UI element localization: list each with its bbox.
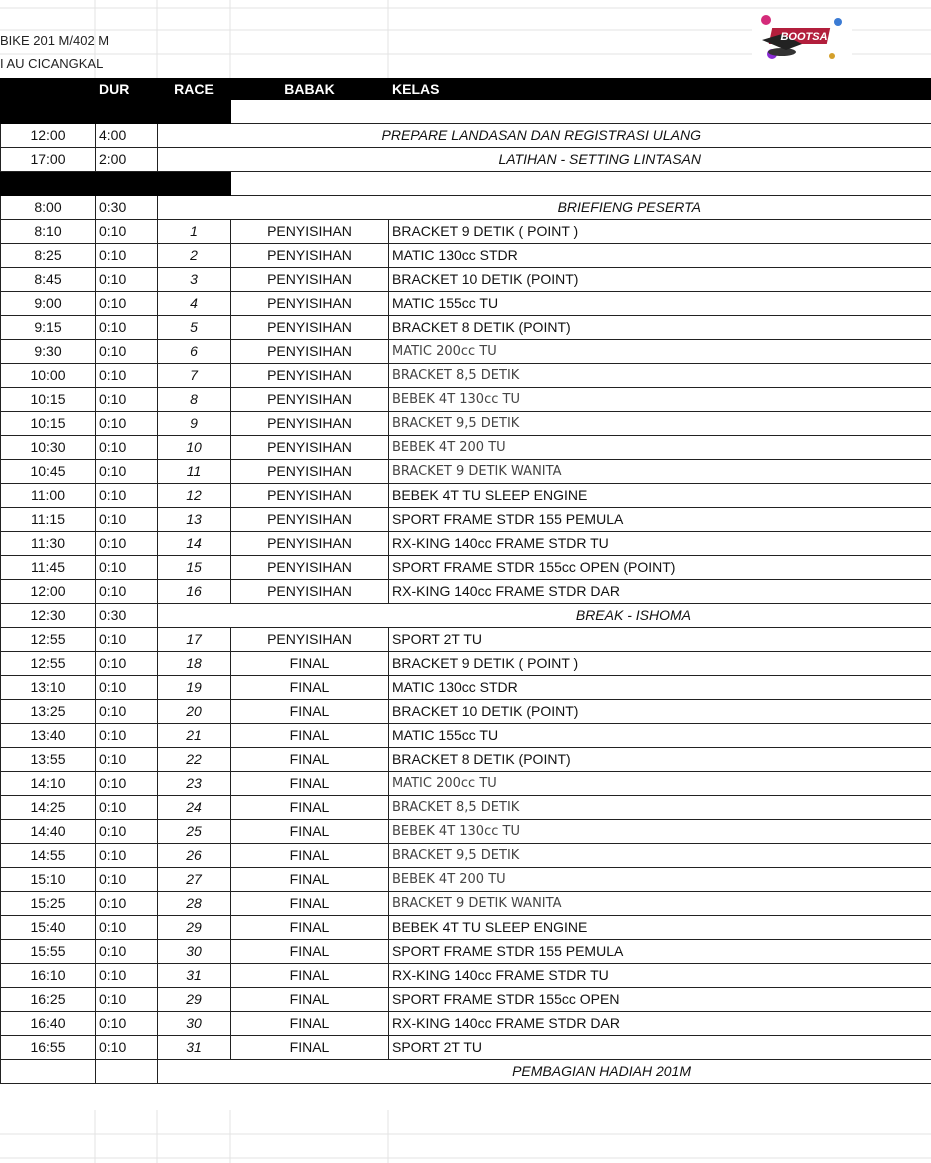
footer-row [1,1060,931,1084]
bootsa-logo [752,10,852,64]
race-row [1,508,931,532]
time-cell: 12:00 [1,124,96,148]
time-cell: 13:40 [1,724,96,748]
time-cell: 9:00 [1,292,96,316]
race-row [1,412,931,436]
time-cell: 13:55 [1,748,96,772]
time-cell: 12:55 [1,628,96,652]
kelas-cell: SPORT FRAME STDR 155 PEMULA [389,940,931,964]
race-number-cell: 7 [158,364,231,388]
babak-cell: FINAL [231,844,389,868]
time-cell [1,1060,96,1084]
dur-cell: 0:10 [96,964,158,988]
time-cell: 9:30 [1,340,96,364]
babak-cell: PENYISIHAN [231,340,389,364]
babak-cell: FINAL [231,700,389,724]
race-number-cell: 29 [158,988,231,1012]
time-cell: 15:10 [1,868,96,892]
kelas-cell: SPORT FRAME STDR 155cc OPEN (POINT) [389,556,931,580]
race-number-cell: 26 [158,844,231,868]
time-cell: 15:55 [1,940,96,964]
dur-cell: 0:10 [96,988,158,1012]
race-row [1,292,931,316]
race-number-cell: 28 [158,892,231,916]
babak-cell: PENYISIHAN [231,364,389,388]
babak-cell: PENYISIHAN [231,628,389,652]
race-number-cell: 4 [158,292,231,316]
dur-cell: 0:10 [96,868,158,892]
dur-cell: 0:10 [96,556,158,580]
dur-cell: 0:30 [96,196,158,220]
race-number-cell: 1 [158,220,231,244]
dur-cell: 0:10 [96,724,158,748]
race-schedule-table [0,78,931,1084]
babak-cell: FINAL [231,988,389,1012]
time-cell: 15:40 [1,916,96,940]
time-cell: 14:25 [1,796,96,820]
kelas-cell: RX-KING 140cc FRAME STDR DAR [389,580,931,604]
race-row [1,772,931,796]
kelas-cell: BRACKET 8 DETIK (POINT) [389,748,931,772]
kelas-cell: BEBEK 4T 130cc TU [389,820,931,844]
race-number-cell: 20 [158,700,231,724]
dur-cell: 0:10 [96,1012,158,1036]
time-cell: 15:25 [1,892,96,916]
time-cell: 12:55 [1,652,96,676]
race-row [1,556,931,580]
kelas-cell: SPORT 2T TU [389,628,931,652]
time-cell: 13:10 [1,676,96,700]
dur-cell: 0:10 [96,412,158,436]
dur-cell: 0:10 [96,388,158,412]
time-cell: 16:10 [1,964,96,988]
time-cell: 11:30 [1,532,96,556]
kelas-cell: BRACKET 9,5 DETIK [389,844,931,868]
note-cell: PREPARE LANDASAN DAN REGISTRASI ULANG [158,124,931,148]
dur-cell: 0:10 [96,268,158,292]
kelas-cell: BRACKET 9 DETIK WANITA [389,892,931,916]
race-row [1,892,931,916]
race-number-cell: 6 [158,340,231,364]
race-number-cell: 29 [158,916,231,940]
time-cell: 8:10 [1,220,96,244]
dur-cell: 0:10 [96,340,158,364]
race-row [1,1036,931,1060]
dur-cell: 0:10 [96,580,158,604]
venue-title: I AU CICANGKAL [0,56,104,71]
race-row [1,652,931,676]
dur-cell: 0:10 [96,628,158,652]
race-number-cell: 17 [158,628,231,652]
race-number-cell: 11 [158,460,231,484]
race-number-cell: 31 [158,964,231,988]
babak-cell: PENYISIHAN [231,268,389,292]
race-row [1,916,931,940]
dur-cell: 0:10 [96,316,158,340]
babak-cell: PENYISIHAN [231,436,389,460]
race-number-cell: 12 [158,484,231,508]
dur-cell: 0:10 [96,940,158,964]
kelas-cell: BRACKET 9,5 DETIK [389,412,931,436]
race-number-cell: 9 [158,412,231,436]
dur-cell: 0:10 [96,436,158,460]
race-row [1,316,931,340]
race-number-cell: 21 [158,724,231,748]
break-row [1,604,931,628]
kelas-cell: BRACKET 9 DETIK ( POINT ) [389,220,931,244]
race-number-cell: 8 [158,388,231,412]
kelas-cell: BEBEK 4T TU SLEEP ENGINE [389,916,931,940]
time-cell: 11:45 [1,556,96,580]
kelas-cell: MATIC 155cc TU [389,292,931,316]
babak-cell: PENYISIHAN [231,556,389,580]
dur-cell: 0:10 [96,820,158,844]
race-row [1,820,931,844]
babak-cell: PENYISIHAN [231,532,389,556]
time-cell: 8:00 [1,196,96,220]
day1-row-prepare [1,124,931,148]
race-row [1,340,931,364]
race-row [1,628,931,652]
header-race: RACE [158,79,231,100]
race-number-cell: 23 [158,772,231,796]
kelas-cell: MATIC 130cc STDR [389,244,931,268]
race-number-cell: 5 [158,316,231,340]
time-cell: 10:00 [1,364,96,388]
kelas-cell: MATIC 155cc TU [389,724,931,748]
header-time [1,79,96,100]
dur-cell: 0:10 [96,532,158,556]
kelas-cell: SPORT FRAME STDR 155 PEMULA [389,508,931,532]
kelas-cell: BRACKET 8,5 DETIK [389,796,931,820]
dur-cell: 0:10 [96,508,158,532]
kelas-cell: MATIC 130cc STDR [389,676,931,700]
kelas-cell: BEBEK 4T 200 TU [389,868,931,892]
race-row [1,748,931,772]
babak-cell: PENYISIHAN [231,220,389,244]
time-cell: 10:45 [1,460,96,484]
dur-cell: 0:10 [96,796,158,820]
kelas-cell: SPORT FRAME STDR 155cc OPEN [389,988,931,1012]
race-row [1,460,931,484]
time-cell: 14:40 [1,820,96,844]
race-row [1,364,931,388]
time-cell: 16:55 [1,1036,96,1060]
note-cell: PEMBAGIAN HADIAH 201M [158,1060,931,1084]
race-number-cell: 18 [158,652,231,676]
race-number-cell: 30 [158,940,231,964]
babak-cell: PENYISIHAN [231,460,389,484]
kelas-cell: BRACKET 9 DETIK WANITA [389,460,931,484]
note-cell: BRIEFIENG PESERTA [158,196,931,220]
kelas-cell: MATIC 200cc TU [389,772,931,796]
race-row [1,244,931,268]
babak-cell: PENYISIHAN [231,244,389,268]
babak-cell: FINAL [231,724,389,748]
kelas-cell: BEBEK 4T TU SLEEP ENGINE [389,484,931,508]
kelas-cell: MATIC 200cc TU [389,340,931,364]
race-number-cell: 27 [158,868,231,892]
kelas-cell: BEBEK 4T 200 TU [389,436,931,460]
event-title: BIKE 201 M/402 M [0,33,110,48]
dur-cell: 0:10 [96,292,158,316]
time-cell: 17:00 [1,148,96,172]
dur-cell: 0:10 [96,916,158,940]
dur-cell [96,1060,158,1084]
babak-cell: PENYISIHAN [231,580,389,604]
kelas-cell: RX-KING 140cc FRAME STDR DAR [389,1012,931,1036]
kelas-cell: RX-KING 140cc FRAME STDR TU [389,964,931,988]
race-row [1,1012,931,1036]
dur-cell: 0:10 [96,1036,158,1060]
header-kelas: KELAS [389,79,931,100]
race-row [1,436,931,460]
babak-cell: FINAL [231,892,389,916]
dur-cell: 0:10 [96,748,158,772]
kelas-cell: BEBEK 4T 130cc TU [389,388,931,412]
time-cell: 11:00 [1,484,96,508]
race-number-cell: 13 [158,508,231,532]
race-row [1,268,931,292]
time-cell: 16:40 [1,1012,96,1036]
race-row [1,580,931,604]
race-number-cell: 24 [158,796,231,820]
babak-cell: FINAL [231,652,389,676]
dur-cell: 0:10 [96,652,158,676]
babak-cell: PENYISIHAN [231,484,389,508]
dur-cell: 0:10 [96,892,158,916]
babak-cell: FINAL [231,772,389,796]
time-cell: 11:15 [1,508,96,532]
babak-cell: FINAL [231,748,389,772]
race-number-cell: 30 [158,1012,231,1036]
race-row [1,676,931,700]
babak-cell: FINAL [231,1036,389,1060]
babak-cell: FINAL [231,916,389,940]
time-cell: 14:55 [1,844,96,868]
race-row [1,724,931,748]
race-row [1,532,931,556]
time-cell: 13:25 [1,700,96,724]
babak-cell: PENYISIHAN [231,388,389,412]
race-number-cell: 22 [158,748,231,772]
dur-cell: 0:10 [96,844,158,868]
babak-cell: PENYISIHAN [231,292,389,316]
dur-cell: 0:10 [96,772,158,796]
babak-cell: PENYISIHAN [231,412,389,436]
babak-cell: FINAL [231,676,389,700]
race-number-cell: 16 [158,580,231,604]
race-number-cell: 19 [158,676,231,700]
babak-cell: FINAL [231,940,389,964]
race-number-cell: 25 [158,820,231,844]
dur-cell: 0:10 [96,676,158,700]
time-cell: 14:10 [1,772,96,796]
kelas-cell: BRACKET 10 DETIK (POINT) [389,700,931,724]
time-cell: 12:30 [1,604,96,628]
dur-cell: 4:00 [96,124,158,148]
header-dur: DUR [96,79,158,100]
race-number-cell: 3 [158,268,231,292]
kelas-cell: BRACKET 8 DETIK (POINT) [389,316,931,340]
race-row [1,484,931,508]
kelas-cell: RX-KING 140cc FRAME STDR TU [389,532,931,556]
race-row [1,700,931,724]
time-cell: 12:00 [1,580,96,604]
header-babak: BABAK [231,79,389,100]
time-cell: 8:45 [1,268,96,292]
dur-cell: 0:10 [96,484,158,508]
briefing-row [1,196,931,220]
race-number-cell: 14 [158,532,231,556]
race-row [1,940,931,964]
note-cell: BREAK - ISHOMA [158,604,931,628]
dur-cell: 0:10 [96,700,158,724]
race-row [1,964,931,988]
race-number-cell: 2 [158,244,231,268]
day2-separator-row [1,172,931,196]
babak-cell: FINAL [231,820,389,844]
race-number-cell: 15 [158,556,231,580]
dur-cell: 0:30 [96,604,158,628]
race-row [1,796,931,820]
babak-cell: PENYISIHAN [231,508,389,532]
race-row [1,988,931,1012]
dur-cell: 0:10 [96,244,158,268]
babak-cell: FINAL [231,1012,389,1036]
dur-cell: 0:10 [96,460,158,484]
kelas-cell: BRACKET 9 DETIK ( POINT ) [389,652,931,676]
day1-separator-row [1,100,931,124]
table-header-row [1,79,931,100]
babak-cell: FINAL [231,868,389,892]
logo-text: BOOTSA [780,31,828,43]
dur-cell: 2:00 [96,148,158,172]
time-cell: 10:15 [1,388,96,412]
babak-cell: PENYISIHAN [231,316,389,340]
kelas-cell: BRACKET 8,5 DETIK [389,364,931,388]
time-cell: 10:15 [1,412,96,436]
time-cell: 9:15 [1,316,96,340]
babak-cell: FINAL [231,796,389,820]
time-cell: 8:25 [1,244,96,268]
race-number-cell: 31 [158,1036,231,1060]
dur-cell: 0:10 [96,220,158,244]
dur-cell: 0:10 [96,364,158,388]
babak-cell: FINAL [231,964,389,988]
time-cell: 10:30 [1,436,96,460]
day1-row-latihan [1,148,931,172]
race-number-cell: 10 [158,436,231,460]
race-row [1,220,931,244]
time-cell: 16:25 [1,988,96,1012]
kelas-cell: BRACKET 10 DETIK (POINT) [389,268,931,292]
note-cell: LATIHAN - SETTING LINTASAN [158,148,931,172]
race-row [1,844,931,868]
race-row [1,388,931,412]
kelas-cell: SPORT 2T TU [389,1036,931,1060]
race-row [1,868,931,892]
